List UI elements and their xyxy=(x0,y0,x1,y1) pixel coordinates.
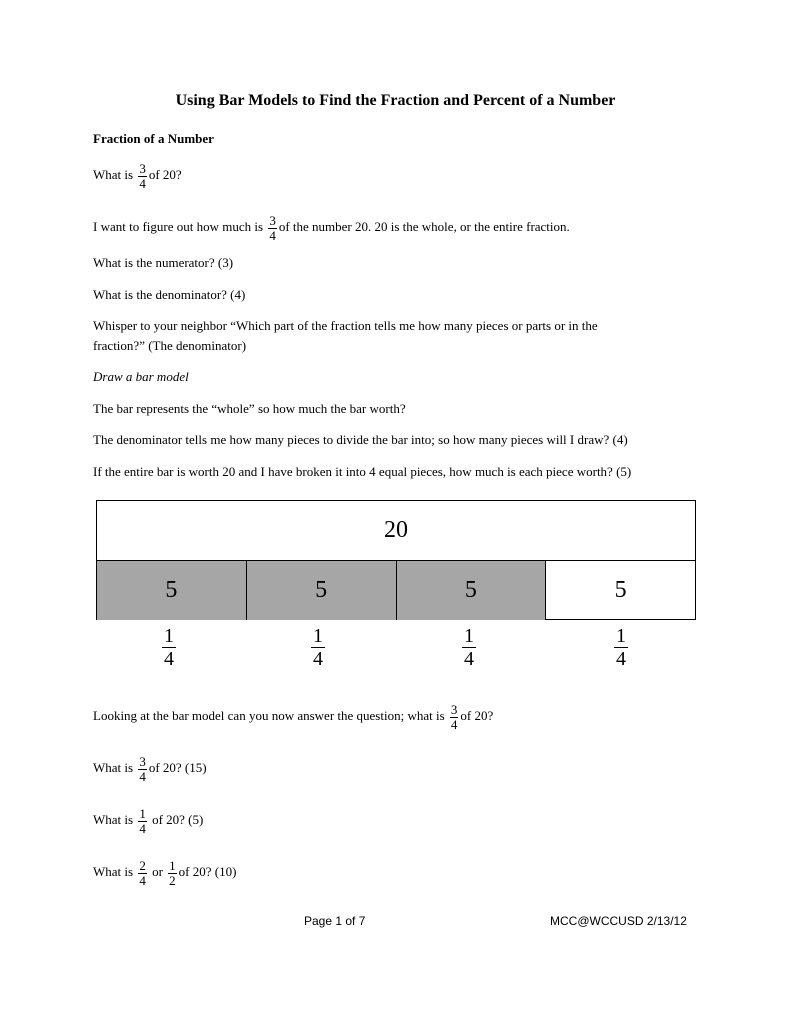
question-2-4-of-20: What is $\frac{2}{4}$ or $\frac{1}{2}$ of 20? (10) xyxy=(93,858,237,888)
piece-fraction-1: $\frac{1}{4}$ xyxy=(164,625,174,670)
fraction: $\frac{3}{4}$ xyxy=(139,161,146,191)
page-number: Page 1 of 7 xyxy=(304,914,366,928)
fraction: $\frac{1}{4}$ xyxy=(139,806,146,836)
intro-sentence: I want to figure out how much is $\frac{3}{4}$ of the number 20. 20 is the whole, or the entire fraction. xyxy=(93,213,570,243)
piece-fraction-4: $\frac{1}{4}$ xyxy=(616,625,626,670)
piece-fraction-3: $\frac{1}{4}$ xyxy=(464,625,474,670)
fraction: $\frac{1}{2}$ xyxy=(169,858,176,888)
bar-piece-3: 5 xyxy=(397,561,547,620)
footer-code: MCC@WCCUSD 2/13/12 xyxy=(550,914,687,928)
denominator-tells-question: The denominator tells me how many pieces to divide the bar into; so how many pieces will I draw? (4) xyxy=(93,432,628,447)
looking-question: Looking at the bar model can you now answer the question; what is $\frac{3}{4}$ of 20? xyxy=(93,702,494,732)
question-3-4-of-20: What is $\frac{3}{4}$ of 20? (15) xyxy=(93,754,207,784)
denominator-question: What is the denominator? (4) xyxy=(93,287,246,302)
bar-model xyxy=(96,500,696,620)
bar-whole: 20 xyxy=(97,501,695,561)
fraction: $\frac{3}{4}$ xyxy=(139,754,146,784)
fraction: $\frac{2}{4}$ xyxy=(139,858,146,888)
section-heading: Fraction of a Number xyxy=(93,131,214,146)
fraction: $\frac{3}{4}$ xyxy=(450,702,458,732)
bar-represents-question: The bar represents the “whole” so how much the bar worth? xyxy=(93,401,406,416)
draw-bar-model-label: Draw a bar model xyxy=(93,369,189,384)
bar-piece-4: 5 xyxy=(614,577,627,603)
question-1-4-of-20: What is $\frac{1}{4}$ of 20? (5) xyxy=(93,806,204,836)
page-title: Using Bar Models to Find the Fraction and Percent of a Number xyxy=(175,92,616,109)
entire-bar-question: If the entire bar is worth 20 and I have broken it into 4 equal pieces, how much is each piece worth? (5) xyxy=(93,464,632,479)
numerator-question: What is the numerator? (3) xyxy=(93,255,234,270)
bar-piece-1: 5 xyxy=(97,561,247,620)
whisper-line-2: fraction?” (The denominator) xyxy=(93,338,247,353)
bar-pieces xyxy=(97,561,695,620)
bar-piece-2: 5 xyxy=(247,561,397,620)
fraction: $\frac{3}{4}$ xyxy=(269,213,276,243)
whisper-line-1: Whisper to your neighbor “Which part of the fraction tells me how many pieces or parts or in the xyxy=(93,318,598,333)
piece-fraction-2: $\frac{1}{4}$ xyxy=(313,625,323,670)
question-three-fourths: What is $\frac{3}{4}$ of 20? xyxy=(93,161,182,191)
